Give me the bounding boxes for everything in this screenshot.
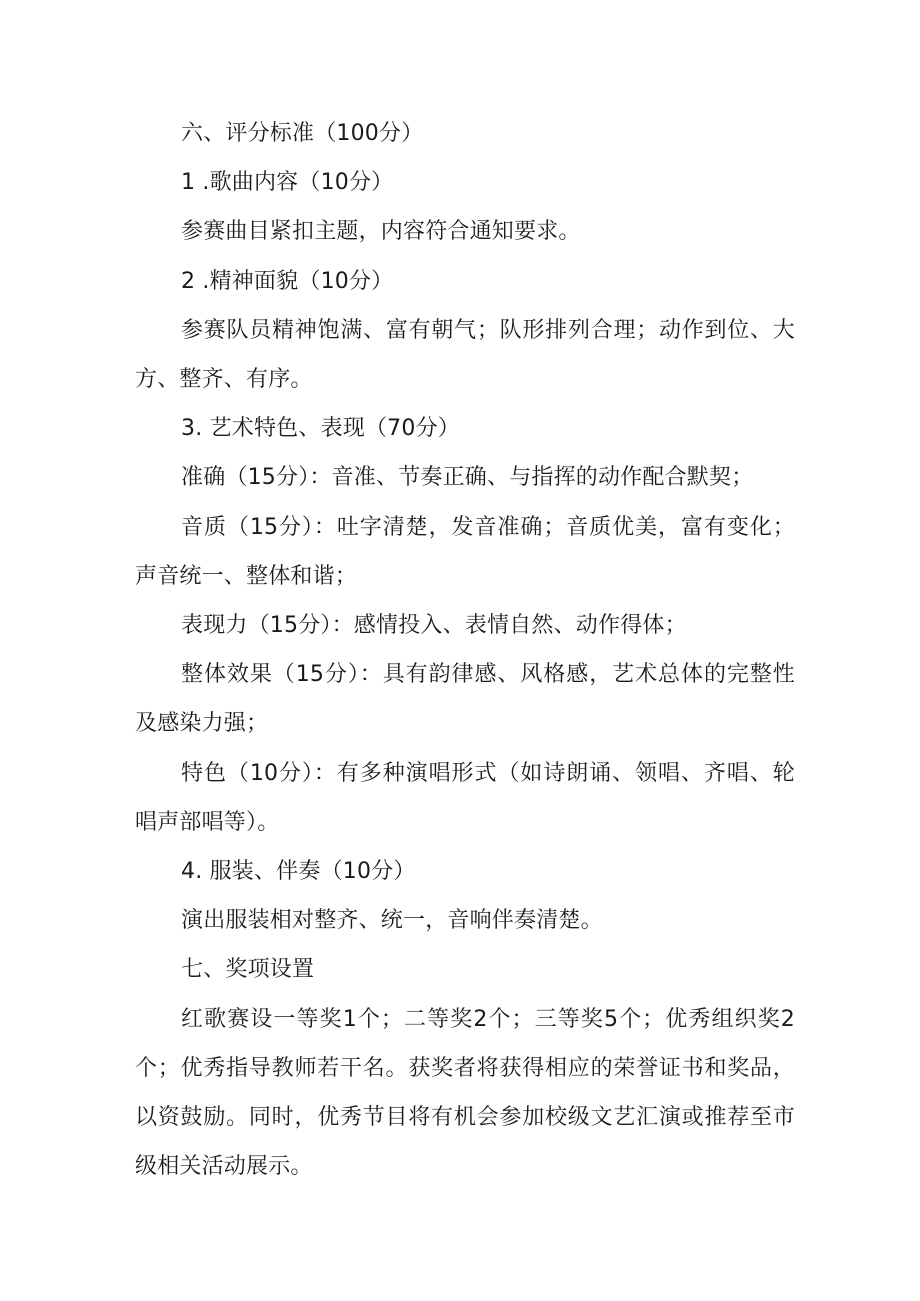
section-7-text: 红歌赛设一等奖1个；二等奖2个；三等奖5个；优秀组织奖2个；优秀指导教师若干名。获奖者将获得相应的荣誉证书和奖品，以资鼓励。同时，优秀节目将有机会参加校级文艺汇演或推荐至市级相关活动展示。 [135, 1006, 795, 1180]
overall-effect-criterion: 整体效果（15分）：具有韵律感、风格感，艺术总体的完整性及感染力强； [135, 662, 795, 737]
section-6-heading: 六、评分标准（100分） [181, 121, 424, 146]
feature-criterion: 特色（10分）：有多种演唱形式（如诗朗诵、领唱、齐唱、轮唱声部唱等）。 [135, 760, 795, 835]
item-4-heading: 4. 服装、伴奏（10分） [181, 859, 416, 885]
accuracy-criterion: 准确（15分）：音准、节奏正确、与指挥的动作配合默契； [181, 465, 754, 491]
quality-criterion: 音质（15分）：吐字清楚，发音准确；音质优美，富有变化；声音统一、整体和谐； [135, 514, 795, 589]
item-2-heading: 2 .精神面貌（10分） [181, 268, 394, 294]
item-4-text: 演出服装相对整齐、统一，音响伴奏清楚。 [181, 908, 603, 934]
expression-criterion: 表现力（15分）：感情投入、表情自然、动作得体； [181, 613, 687, 639]
document-body [135, 109, 795, 1191]
item-1-heading: 1 .歌曲内容（10分） [181, 170, 394, 196]
item-2-text: 参赛队员精神饱满、富有朝气；队形排列合理；动作到位、大方、整齐、有序。 [135, 317, 795, 393]
item-1-text: 参赛曲目紧扣主题，内容符合通知要求。 [181, 219, 581, 245]
item-3-heading: 3. 艺术特色、表现（70分） [181, 416, 460, 442]
section-7-heading: 七、奖项设置 [181, 957, 315, 983]
